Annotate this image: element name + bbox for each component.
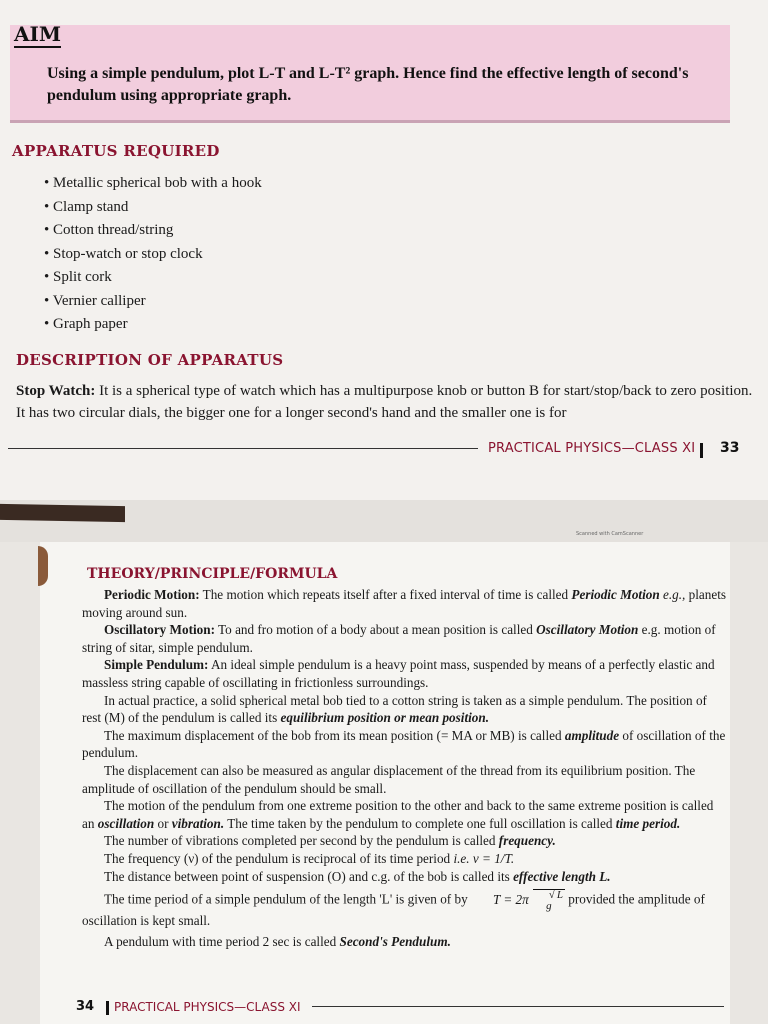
description-heading: DESCRIPTION OF APPARATUS bbox=[16, 351, 284, 369]
paragraph-text: The frequency (ν) of the pendulum is reciprocal of its time period bbox=[104, 850, 451, 866]
paragraph-text: e.g. motion of string of sitar, simple pendulum. bbox=[82, 622, 716, 655]
term: oscillation bbox=[97, 815, 155, 831]
paragraph-text: provided the amplitude of oscillation is kept small. bbox=[82, 891, 705, 929]
theory-heading: THEORY/PRINCIPLE/FORMULA bbox=[87, 566, 338, 582]
paragraph-text: The time taken by the pendulum to complete one full oscillation is called bbox=[227, 815, 613, 831]
term: vibration. bbox=[171, 815, 225, 831]
aim-text: Using a simple pendulum, plot L-T and L-T² graph. Hence find the effective length of second's pendulum using appropriate graph. bbox=[47, 65, 689, 104]
paragraph-text: of oscillation of the pendulum. bbox=[82, 727, 726, 761]
term: frequency. bbox=[498, 833, 556, 849]
term: effective length L. bbox=[513, 868, 611, 884]
footer-divider bbox=[700, 443, 703, 458]
scan-note: Scanned with CamScanner bbox=[576, 531, 644, 537]
paragraph-oscillatory bbox=[82, 621, 726, 656]
list-item: • Metallic spherical bob with a hook bbox=[44, 172, 262, 196]
paragraph-text: In actual practice, a solid spherical metal bob tied to a cotton string is taken as a simple pendulum. The position of rest (M) of the pendulum is called its bbox=[82, 692, 707, 726]
footer-title: PRACTICAL PHYSICS—CLASS XI bbox=[488, 441, 696, 456]
term: Second's Pendulum. bbox=[339, 933, 451, 949]
term: time period. bbox=[615, 815, 681, 831]
stopwatch-label: Stop Watch: bbox=[16, 383, 96, 399]
aim-tag: AIM bbox=[14, 22, 62, 46]
footer-rule bbox=[8, 448, 478, 449]
paragraph-text: The number of vibrations completed per second by the pendulum is called bbox=[104, 833, 496, 849]
page-number: 33 bbox=[720, 440, 740, 456]
paragraph-seconds-pendulum bbox=[82, 933, 726, 951]
paragraph-text: An ideal simple pendulum is a heavy point mass, suspended by means of a perfectly elastic and massless string capable of oscillating in frictionless surroundings. bbox=[82, 657, 715, 690]
paragraph-text: The motion which repeats itself after a fixed interval of time is called bbox=[202, 587, 569, 602]
paragraph-periodic bbox=[82, 586, 726, 621]
stopwatch-paragraph bbox=[16, 380, 756, 424]
footer-rule bbox=[312, 1006, 724, 1007]
term-label: Simple Pendulum: bbox=[104, 657, 209, 673]
term: equilibrium position or mean position. bbox=[280, 710, 489, 726]
page-number: 34 bbox=[76, 999, 95, 1014]
term-label: Oscillatory Motion: bbox=[104, 622, 215, 638]
paragraph-practice bbox=[82, 692, 726, 727]
fraction-numerator: L bbox=[556, 889, 563, 902]
paragraph-amplitude bbox=[82, 727, 726, 762]
term: Oscillatory Motion bbox=[536, 622, 639, 638]
theory-body bbox=[82, 586, 726, 950]
list-item: • Vernier calliper bbox=[44, 290, 262, 314]
paragraph-text: The displacement can also be measured as angular displacement of the thread from its equilibrium position. The amplitude of oscillation of the pendulum should be small. bbox=[82, 762, 696, 796]
stopwatch-text: It is a spherical type of watch which has a multipurpose knob or button B for start/stop/back to zero position. It has two circular dials, the bigger one for a longer second's hand and the smaller one is for bbox=[16, 383, 753, 421]
paragraph-effective-length bbox=[82, 868, 726, 886]
apparatus-list bbox=[44, 172, 262, 337]
paragraph-text: A pendulum with time period 2 sec is called bbox=[104, 933, 337, 949]
footer-title: PRACTICAL PHYSICS—CLASS XI bbox=[114, 1000, 301, 1014]
sqrt-fraction bbox=[533, 889, 565, 912]
eg-text: e.g., bbox=[663, 587, 686, 602]
formula: T = 2π bbox=[492, 891, 529, 907]
list-item: • Split cork bbox=[44, 266, 262, 290]
paragraph-formula bbox=[82, 889, 726, 930]
term: amplitude bbox=[564, 727, 620, 743]
list-item: • Cotton thread/string bbox=[44, 219, 262, 243]
list-item: • Graph paper bbox=[44, 313, 262, 337]
list-item: • Clamp stand bbox=[44, 196, 262, 220]
paragraph-text: To and fro motion of a body about a mean position is called bbox=[218, 622, 533, 638]
fraction-denominator: g bbox=[546, 900, 552, 913]
paragraph-frequency bbox=[82, 832, 726, 850]
finger-shadow bbox=[38, 546, 48, 586]
term-label: Periodic Motion: bbox=[104, 587, 200, 602]
paragraph-angular bbox=[82, 762, 726, 797]
paragraph-text: planets moving around sun. bbox=[82, 587, 726, 620]
paragraph-simple-pendulum bbox=[82, 656, 726, 691]
paragraph-text: The motion of the pendulum from one extreme position to the other and back to the same extreme position is called an bbox=[82, 798, 714, 831]
paragraph-reciprocal bbox=[82, 850, 726, 868]
paragraph-text: The maximum displacement of the bob from its mean position (= MA or MB) is called bbox=[104, 727, 562, 743]
paragraph-oscillation bbox=[82, 797, 726, 832]
paragraph-text: or bbox=[157, 815, 169, 831]
dark-page-edge bbox=[0, 504, 125, 522]
paragraph-text: The distance between point of suspension (O) and c.g. of the bob is called its bbox=[104, 868, 510, 884]
footer-divider bbox=[106, 1001, 109, 1015]
paragraph-text: The time period of a simple pendulum of the length 'L' is given of by bbox=[104, 891, 468, 907]
list-item: • Stop-watch or stop clock bbox=[44, 243, 262, 267]
apparatus-heading: APPARATUS REQUIRED bbox=[12, 142, 220, 160]
term: i.e. ν = 1/T. bbox=[453, 850, 515, 866]
term: Periodic Motion bbox=[571, 587, 660, 602]
